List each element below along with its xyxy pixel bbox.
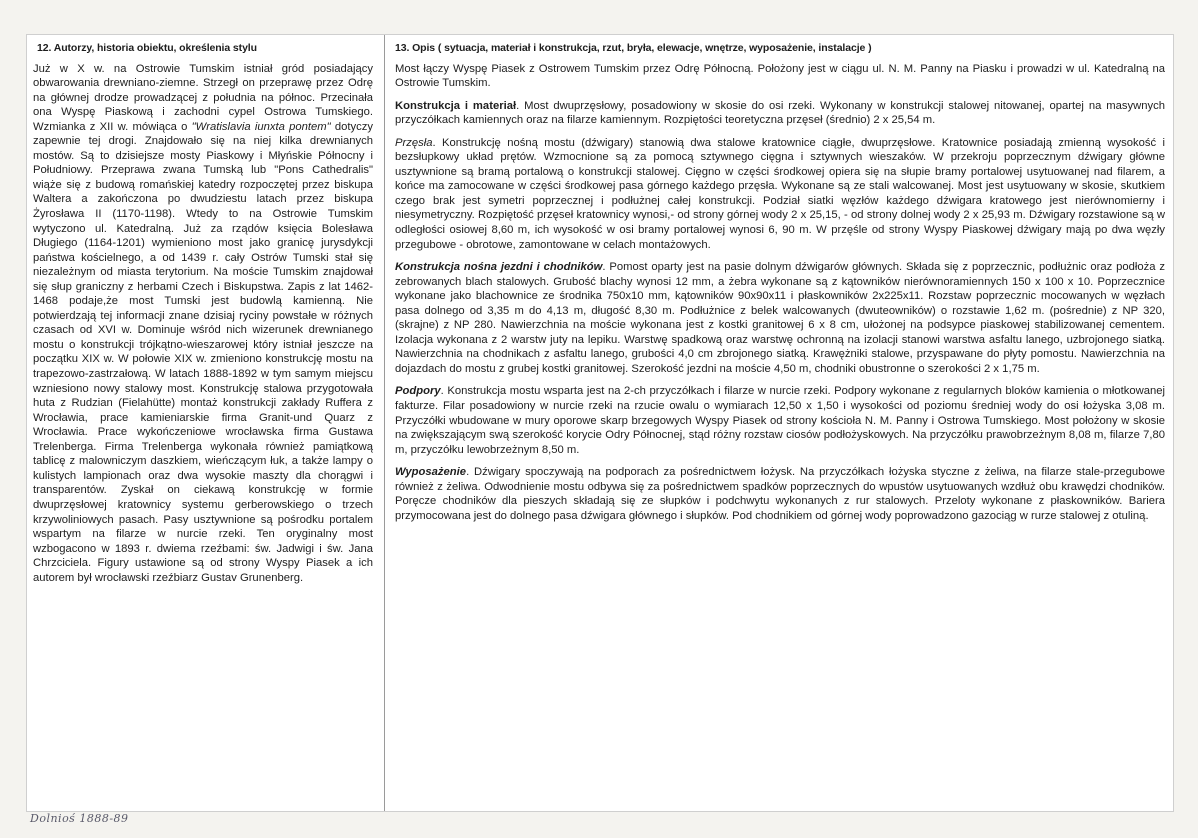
section-12-heading: 12. Autorzy, historia obiektu, określenia stylu bbox=[37, 42, 257, 54]
handwritten-note: Dolnioś 1888-89 bbox=[30, 812, 129, 825]
document-card bbox=[26, 34, 1174, 812]
construction-text: . Most dwuprzęsłowy, posadowiony w skosie do osi rzeki. Wykonany w konstrukcji stalowej nitowanej, opartej na masywnych przyczółkach kamiennych oraz na filarze kamiennym. Rozpiętości teoretyczna przęseł (średnio) 2 x 25,54 m. bbox=[395, 99, 1165, 127]
history-text-quote: "Wratislavia iunxta pontem" bbox=[191, 120, 331, 133]
supports-text: . Konstrukcja mostu wsparta jest na 2-ch przyczółkach i filarze w nurcie rzeki. Podpory wykonane z regularnych bloków kamienia o młotkowanej fakturze. Filar posadowiony w nurcie rzeki na rzucie owalu o wymiarach 12,50 x 1,50 i wysokości od poziomu średniej wody do osi łożyska 3,08 m. Przyczółki wbudowane w mury oporowe skarp brzegowych Wyspy Piasek od strony kościoła N. M. Panny i Ostrowa Tumskiego. Most położony w skosie na zwiększającym swą szerokość korycie Odry Północnej, stąd różny rozstaw ciosów podłożyskowych. Na przyczółku prawobrzeżnym 8,08 m, filarze 7,80 m, przyczółku lewobrzeżnym 8,50 m. bbox=[395, 385, 1165, 456]
construction-paragraph bbox=[395, 99, 1165, 128]
history-text-a: Już w X w. na Ostrowie Tumskim istniał gród posiadający obwarowania drewniano-ziemne. Strzegł on przeprawę przez Odrę na głównej drodze prowadzącej z południa na północ. Przecinała ona Wyspę Piaskową i zachodni cypel Ostrowa Tumskiego. Wzmianka z XII w. mówiąca o bbox=[33, 62, 373, 133]
history-text bbox=[33, 62, 373, 586]
equipment-paragraph bbox=[395, 465, 1165, 523]
deck-paragraph bbox=[395, 260, 1165, 376]
supports-paragraph bbox=[395, 384, 1165, 457]
right-column bbox=[395, 41, 1165, 531]
equipment-title: Wyposażenie bbox=[395, 466, 467, 479]
deck-text: . Pomost oparty jest na pasie dolnym dźwigarów głównych. Składa się z poprzecznic, podłużnic oraz podłoża z zebrowanych blach stalowych. Grubość blachy wynosi 12 mm, a żebra wykonane są z kątowników nierównoramiennych 150 x 100 x 10. Poprzecznice wykonane jako blachownice ze środnika 750x10 mm, kątowników 90x90x11 i płaskowników 2x225x11. Rozstaw poprzecznic mocowanych w węzłach pasa dolnego od 3,35 m do 4,13 m, długość 8,30 m. Podłużnice z belek walcowanych (dwuteowników) o rozstawie 1,62 m. (pośrednie) z NP 320, (skrajne) z NP 280. Nawierzchnia na moście wykonana jest z kostki granitowej 6 x 8 cm, ułożonej na podsypce piaskowej stabilizowanej cementem. Izolacja wykonana z 2 warstw juty na lepiku. Warstwę spadkową oraz warstwę ochronną na izolacji stanowi warstwa asfaltu lanego, uzbrojonego siatką. Nawierzchnia na chodnikach z asfaltu lanego, grubości 4,0 cm zbrojonego siatką. Krawężniki stalowe, przyspawane do płyty pomostu. Nawierzchnia na dojazdach do mostu z grubej kostki granitowej. Szerokość jezdni na moście 4,50 m, chodniki obustronne o szerokości 2 x 1,75 m. bbox=[395, 261, 1165, 375]
location-text: Most łączy Wyspę Piasek z Ostrowem Tumskim przez Odrę Północną. Położony jest w ciągu ul. N. M. Panny na Piasku i prowadzi w ul. Katedralną na Ostrowie Tumskim. bbox=[395, 62, 1165, 90]
location-paragraph bbox=[395, 62, 1165, 91]
spans-title: Przęsła bbox=[395, 136, 433, 149]
construction-title: Konstrukcja i materiał bbox=[395, 99, 517, 112]
deck-title: Konstrukcja nośna jezdni i chodników bbox=[395, 261, 603, 274]
history-text-b: dotyczy zapewnie tej drogi. Znajdowało się na niej kilka drewnianych mostów. Są to dzisiejsze mosty Piaskowy i Młyńskie Północny i Południowy. Przeprawa zwana Tumską lub "Pons Cathedralis" wiąże się z budową romańskiej katedry rozpoczętej przez biskupa Waltera a zakończona po dwudziestu latach przez biskupa Żyrosława II (1170-1198). Wtedy to na Ostrowie Tumskim wytyczono ul. Katedralną. Już za rządów księcia Bolesława Długiego (1164-1201) wymieniono most jako granicę jurysdykcji państwa kościelnego, a od 1439 r. cały Ostrów Tumski stał się niezależnym od miasta terytorium. Na moście Tumskim znajdował się słup graniczny z herbami Czech i Biskupstwa. Zapis z lat 1462-1468 podaje,że most Tumski jest budowlą kamienną. Nie potwierdzają tej informacji znane dzisiaj ryciny powstałe w różnych czasach od XVI w. Dominuje wśród nich wizerunek drewnianego mostu o konstrukcji trójkątno-wieszarowej który istniał jeszcze na początku XIX w. W połowie XIX w. zmieniono konstrukcję mostu na trapezowo-zastrzałową. W latach 1888-1892 w tym samym miejscu wzniesiono nowy stalowy most. Konstrukcję stalowa przygotowała huta z Rudzian (Fielahütte) montaż konstrukcji zakłady Ruffera z Wrocławia, prace kamieniarskie firma Granit-und Quarz z Wrocławia. Prace wykończeniowe wrocławska firma Gustawa Trelenberga. Firma Trelenberga wykonała również pamiątkową tablicę z malowniczym daszkiem, wieńczącym łuk, a także lampy o kulistych lampionach oraz dwa wysokie maszty dla chorągwi i transparentów. Zyskał on ciekawą konstrukcję w formie dwuprzęsłowej kratownicy systemu gerberowskiego o trzech krzywoliniowych pasach. Pasy usztywnione są pośrodku portalem wspartym na filarze w nurcie rzeki. Ten oryginalny most wzbogacono w 1893 r. dwiema rzeźbami: św. Jadwigi i św. Jana Chrzciciela. Figury ustawione są od strony Wyspy Piasek a ich autorem był wrocławski rzeźbiarz Gustav Grunenberg. bbox=[33, 120, 374, 584]
equipment-text: . Dźwigary spoczywają na podporach za pośrednictwem łożysk. Na przyczółkach łożyska styczne z żeliwa, na filarze stale-przegubowe również z żeliwa. Odwodnienie mostu odbywa się za pośrednictwem spadków poprzecznych do wpustów usytuowanych wzdłuż obu krawędzi chodników. Poręcze chodników dla pieszych składają się ze słupków i podchwytu wykonanych z rur stalowych. Przeloty wykonane z płaskowników. Bariera przymocowana jest do dolnego pasa dźwigara głównego i słupków. Pod chodnikiem od górnej wody poprowadzono gazociąg w rurze stalowej z otuliną. bbox=[395, 466, 1165, 522]
column-divider bbox=[384, 35, 385, 811]
spans-paragraph bbox=[395, 136, 1165, 252]
left-column bbox=[33, 41, 373, 585]
section-13-heading: 13. Opis ( sytuacja, materiał i konstrukcja, rzut, bryła, elewacje, wnętrze, wyposażenie, instalacje ) bbox=[395, 42, 872, 54]
supports-title: Podpory bbox=[395, 385, 441, 398]
spans-text: . Konstrukcję nośną mostu (dźwigary) stanowią dwa stalowe kratownice ciągłe, dwuprzęsłowe. Kratownice posiadają zmienną wysokość i bezsłupkowy układ prętów. Wzmocnione są za pomocą sztywnego cięgna i sztywnych wieszaków. W przekroju poprzecznym dźwigary główne usztywnione są bramą portalową o konstrukcji stalowej. Cięgno w części środkowej opiera się na słupie bramy portalowej usytuowanej nad filarem, a końce ma zamocowane w części środkowej pasa górnego każdego przęsła. Wykonane są ze stali walcowanej. Most jest usytuowany w skosie, skutkiem czego brak jest symetri poprzecznej i podłużnej całej konstrukcji. Podział siatki węzłów każdego dźwigara kratowego jest nierównomierny i niesymetryczny. Rozpiętość przęseł kratownicy wynosi,- od strony górnej wody 2 x 25,15, - od strony dolnej wody 2 x 25,93 m. Dźwigary rozstawione są w odległości osiowej 8,60 m, ich wysokość w osi bramy portalowej wynosi 6, 90 m. W przęśle od strony Wyspy Piaskowej dźwigary mają po dwa węzły przegubowe - obrotowe, zamontowane w celach montażowych. bbox=[395, 136, 1165, 251]
